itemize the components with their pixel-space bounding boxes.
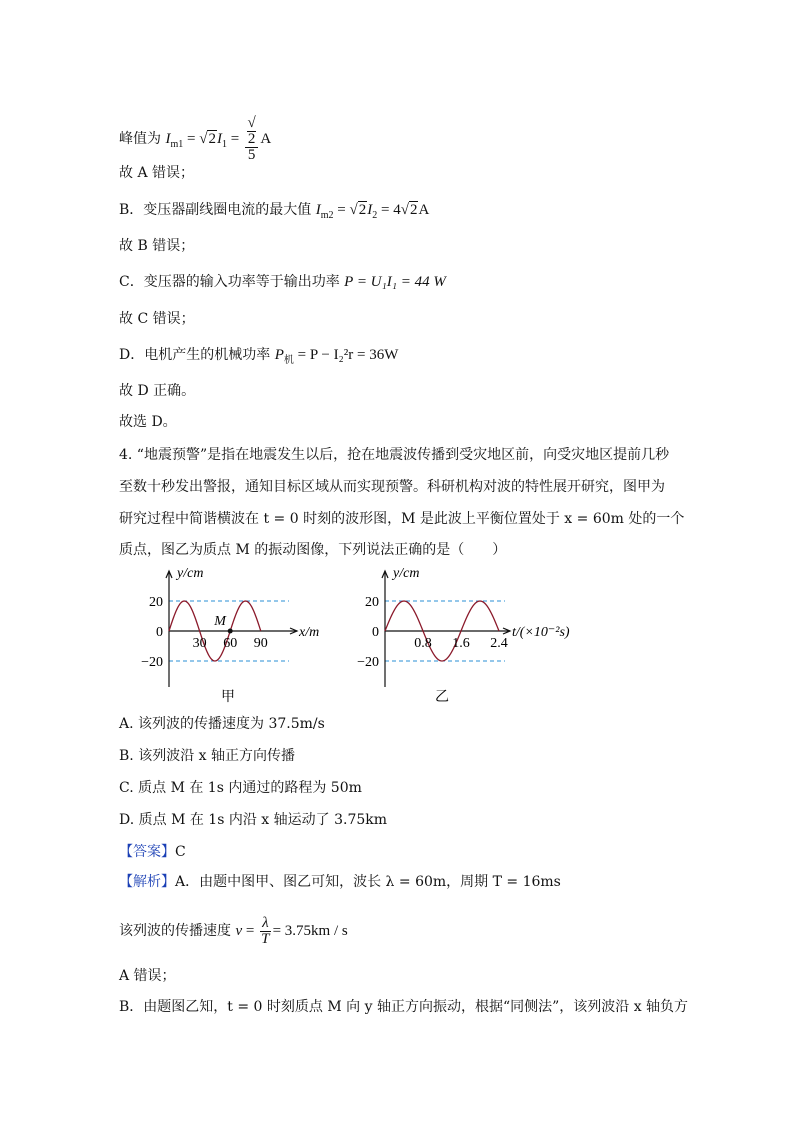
- d-line: [119, 345, 398, 371]
- wave-figures: [0, 565, 794, 705]
- b-line: [119, 200, 429, 226]
- c-formula: P = U₁I₁ = 44 W: [344, 274, 446, 290]
- question-stem-4: 质点，图乙为质点 M 的振动图像，下列说法正确的是（ ）: [119, 542, 507, 558]
- answer-value: C: [175, 844, 186, 860]
- d-correct-line: 故 D 正确。: [119, 383, 196, 399]
- c-text: C．变压器的输入功率等于输出功率: [119, 274, 340, 290]
- option-a: A. 该列波的传播速度为 37.5m/s: [119, 716, 325, 732]
- speed-formula: v = $\frac{\lambda}{T}$ = 3.75km / s: [235, 915, 348, 947]
- question-stem-3: 研究过程中简谐横波在 t = 0 时刻的波形图，M 是此波上平衡位置处于 x = 60m 处的一个: [119, 511, 685, 527]
- point-m: [228, 629, 233, 634]
- analysis-b-line: B．由题图乙知，t = 0 时刻质点 M 向 y 轴正方向振动，根据“同侧法”，该列波沿 x 轴负方: [119, 999, 689, 1015]
- d-text: D．电机产生的机械功率: [119, 347, 271, 363]
- x-axis-label: t/(×10⁻²s): [512, 625, 570, 640]
- figure-caption: 甲: [221, 690, 235, 705]
- analysis-line-1: [119, 872, 561, 892]
- analysis-a-wrong: A 错误；: [119, 968, 176, 984]
- peak-formula: $I_{m1} = √2I_1$ = √ 2 5 A: [165, 115, 272, 163]
- speed-prefix: 该列波的传播速度: [119, 922, 231, 939]
- x-tick-label: 0.8: [414, 636, 432, 651]
- x-tick-label: 2.4: [490, 636, 508, 651]
- peak-value-line: [119, 116, 271, 163]
- x-tick-label: 60: [223, 636, 238, 651]
- question-stem-2: 至数十秒发出警报，通知目标区域从而实现预警。科研机构对波的特性展开研究，图甲为: [119, 479, 665, 495]
- option-b: B. 该列波沿 x 轴正方向传播: [119, 748, 295, 764]
- d-formula: $P_机 = P - I_2^2r = 36W$: [274, 347, 399, 366]
- figure-yi: [357, 566, 570, 705]
- figure-jia: [141, 566, 319, 705]
- x-tick-label: 1.6: [452, 636, 470, 651]
- analysis-text-1: A．由题中图甲、图乙可知，波长 λ = 60m，周期 T = 16ms: [175, 874, 561, 890]
- y-axis-label: y/cm: [177, 566, 204, 581]
- x-axis-label: x/m: [299, 625, 320, 640]
- x-tick-label: 30: [192, 636, 207, 651]
- y-tick-label: 20: [149, 595, 163, 610]
- figure-caption: 乙: [435, 690, 449, 705]
- analysis-speed-line: [119, 916, 348, 947]
- answer-line: [119, 842, 186, 862]
- y-axis-label: y/cm: [393, 566, 420, 581]
- y-tick-label: 0: [156, 625, 163, 640]
- option-c: C. 质点 M 在 1s 内通过的路程为 50m: [119, 780, 362, 796]
- c-line: [119, 272, 446, 292]
- choose-d-line: 故选 D。: [119, 414, 177, 430]
- y-tick-label: 20: [365, 595, 379, 610]
- x-tick-label: 90: [253, 636, 268, 651]
- answer-label: 【答案】: [119, 844, 175, 860]
- b-formula: $I_{m2} = √2I_2 = 4√2A$: [315, 202, 430, 221]
- a-wrong-line: 故 A 错误；: [119, 165, 195, 181]
- y-tick-label: −20: [141, 655, 163, 670]
- point-m-label: M: [214, 614, 226, 629]
- peak-prefix: 峰值为: [119, 130, 161, 147]
- analysis-label: 【解析】: [119, 874, 175, 890]
- b-wrong-line: 故 B 错误；: [119, 238, 195, 254]
- b-text: B．变压器副线圈电流的最大值: [119, 202, 312, 218]
- y-tick-label: 0: [372, 625, 379, 640]
- y-tick-label: −20: [357, 655, 379, 670]
- c-wrong-line: 故 C 错误；: [119, 311, 195, 327]
- option-d: D. 质点 M 在 1s 内沿 x 轴运动了 3.75km: [119, 812, 388, 828]
- question-stem-1: 4. “地震预警”是指在地震发生以后，抢在地震波传播到受灾地区前，向受灾地区提前几秒: [119, 447, 670, 463]
